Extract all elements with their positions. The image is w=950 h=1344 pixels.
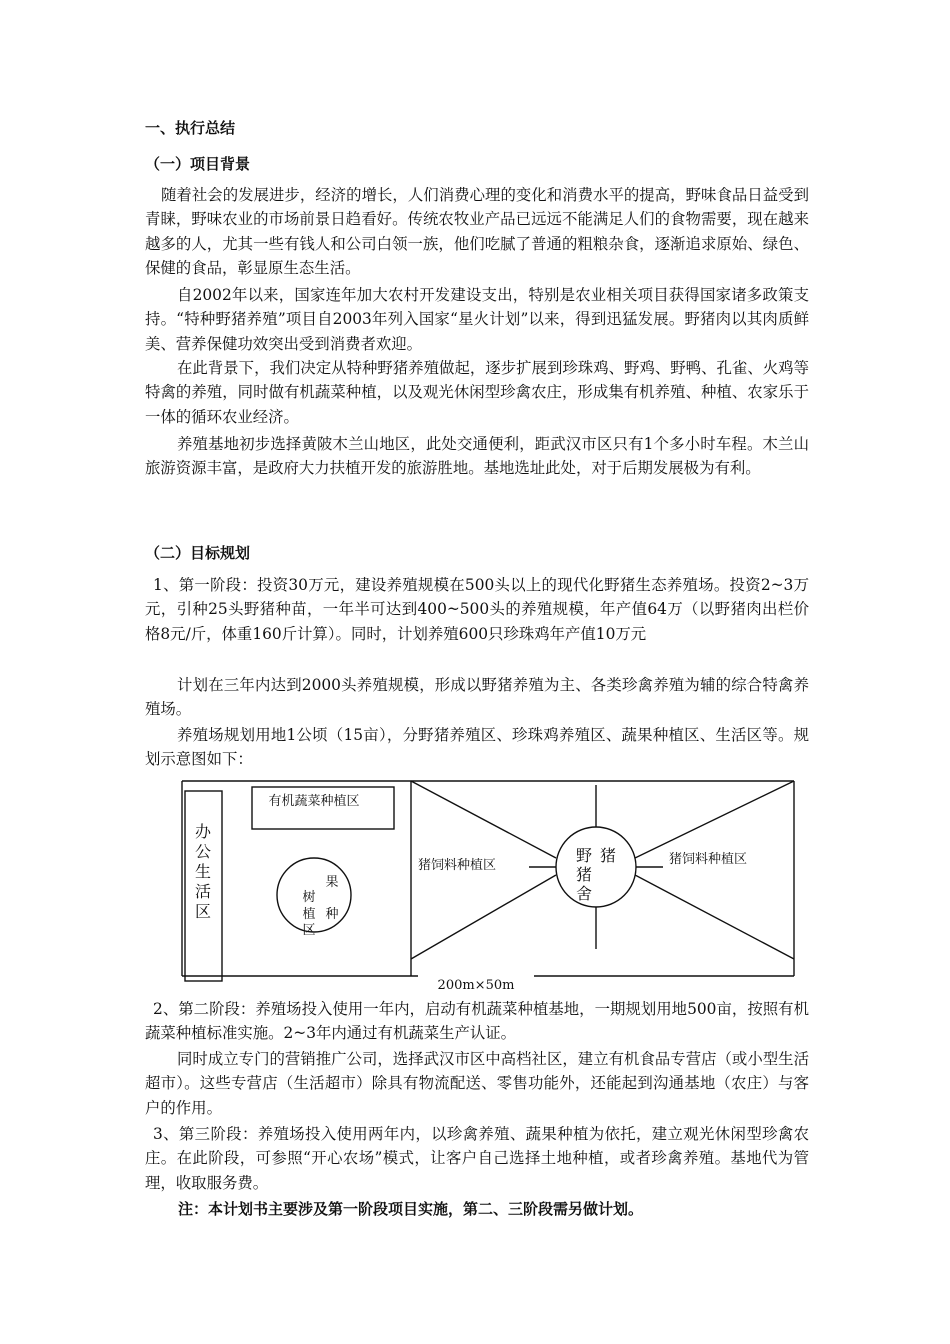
paragraph-background-3: 在此背景下，我们决定从特种野猪养殖做起，逐步扩展到珍珠鸡、野鸡、野鸭、孔雀、火鸡等特禽的养殖，同时做有机蔬菜种植，以及观光休闲型珍禽农庄，形成集有机养殖、种植、农家乐于一体的循环农业经济。 (145, 359, 809, 426)
feed-zone-right-label: 猪饲料种植区 (669, 852, 748, 867)
office-zone-char: 公 (194, 842, 212, 861)
office-zone-char: 活 (194, 882, 212, 901)
paragraph-background-2: 自2002年以来，国家连年加大农村开发建设支出，特别是农业相关项目获得国家诸多政策支持。“特种野猪养殖”项目自2003年列入国家“星火计划”以来，得到迅猛发展。野猪肉以其肉质鲜美、营养保健功效突出受到消费者欢迎。 (145, 286, 809, 353)
orchard-zone-char: 区 (302, 923, 316, 938)
right-triangle-upper-edge (635, 781, 794, 858)
pigsty-char: 猪 (575, 865, 593, 884)
section-heading: 一、执行总结 (145, 119, 236, 137)
orchard-zone-char: 植 (302, 907, 316, 922)
pigsty-char: 舍 (575, 884, 593, 903)
farm-layout-diagram (178, 775, 800, 995)
orchard-zone-char: 果 (325, 875, 339, 890)
feed-zone-left-label: 猪饲料种植区 (418, 858, 497, 873)
paragraph-stage-3: 3、第三阶段：养殖场投入使用两年内，以珍禽养殖、蔬果种植为依托，建立观光休闲型珍禽农庄。在此阶段，可参照“开心农场”模式，让客户自己选择土地种植，或者珍禽养殖。基地代为管理，收取服务费。 (145, 1125, 809, 1192)
pigsty-char: 野 (575, 846, 593, 865)
paragraph-background-4: 养殖基地初步选择黄陂木兰山地区，此处交通便利，距武汉市区只有1个多小时车程。木兰山旅游资源丰富，是政府大力扶植开发的旅游胜地。基地选址此处，对于后期发展极为有利。 (145, 435, 809, 478)
paragraph-stage-1-scale: 计划在三年内达到2000头养殖规模，形成以野猪养殖为主、各类珍禽养殖为辅的综合特禽养殖场。 (145, 676, 809, 719)
right-triangle-lower-edge (635, 875, 794, 959)
pigsty-circle (556, 827, 636, 907)
plan-note: 注：本计划书主要涉及第一阶段项目实施，第二、三阶段需另做计划。 (178, 1200, 644, 1218)
paragraph-stage-2: 2、第二阶段：养殖场投入使用一年内，启动有机蔬菜种植基地，一期规划用地500亩，按照有机蔬菜种植标准实施。2~3年内通过有机蔬菜生产认证。 (145, 1000, 809, 1043)
paragraph-stage-2-marketing: 同时成立专门的营销推广公司，选择武汉市区中高档社区，建立有机食品专营店（或小型生活超市）。这些专营店（生活超市）除具有物流配送、零售功能外，还能起到沟通基地（农庄）与客户的作用。 (145, 1050, 809, 1117)
paragraph-background-1: 随着社会的发展进步，经济的增长，人们消费心理的变化和消费水平的提高，野味食品日益受到青睐，野味农业的市场前景日趋看好。传统农牧业产品已远远不能满足人们的食物需要，现在越来越多的人，尤其一些有钱人和公司白领一族，他们吃腻了普通的粗粮杂食，逐渐追求原始、绿色、保健的食品，彰显原生态生活。 (145, 186, 809, 277)
vegetable-zone-label: 有机蔬菜种植区 (268, 794, 360, 809)
paragraph-stage-1: 1、第一阶段：投资30万元，建设养殖规模在500头以上的现代化野猪生态养殖场。投资2~3万元，引种25头野猪种苗，一年半可达到400~500头的养殖规模，年产值64万（以野猪肉出栏价格8元/斤，体重160斤计算）。同时，计划养殖600只珍珠鸡年产值10万元 (145, 576, 809, 643)
left-triangle-lower-edge (411, 875, 556, 959)
office-zone-char: 生 (194, 862, 212, 881)
office-zone-char: 办 (194, 822, 212, 841)
left-triangle-upper-edge (411, 781, 556, 858)
dimension-label: 200m×50m (437, 978, 515, 993)
subsection-heading-goals: （二）目标规划 (145, 544, 251, 562)
subsection-heading-background: （一）项目背景 (145, 155, 251, 173)
office-zone-char: 区 (194, 902, 212, 921)
pigsty-char: 猪 (599, 846, 617, 865)
orchard-zone-char: 种 (325, 907, 339, 922)
orchard-zone-char: 树 (302, 890, 316, 905)
paragraph-stage-1-land: 养殖场规划用地1公顷（15亩），分野猪养殖区、珍珠鸡养殖区、蔬果种植区、生活区等。规划示意图如下： (145, 726, 809, 769)
